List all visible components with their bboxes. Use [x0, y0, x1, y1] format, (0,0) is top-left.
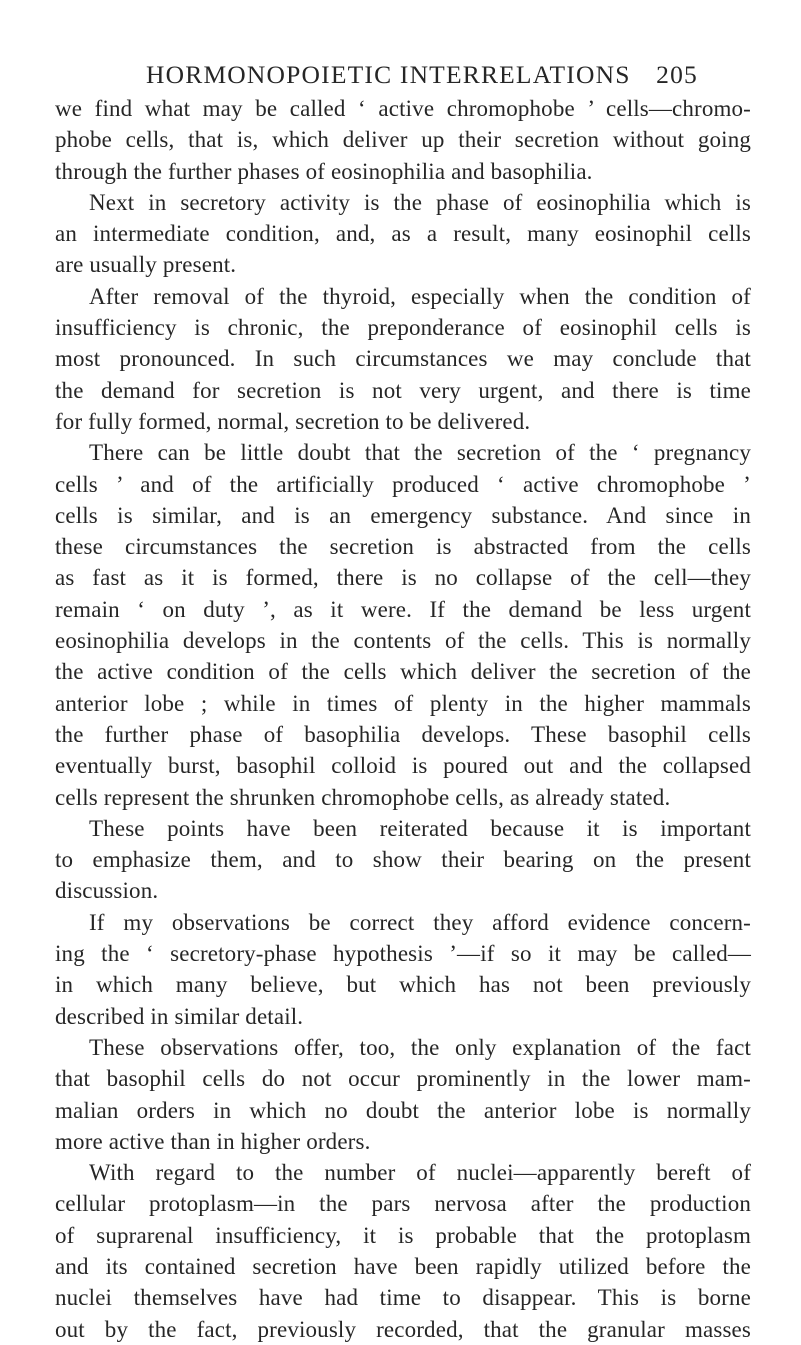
text-line: remain ‘ on duty ’, as it were. If the demand be less urgent [55, 596, 751, 622]
text-line: If my observations be correct they afford evidence concern- [89, 909, 751, 935]
running-header [146, 58, 698, 92]
text-line: cells is similar, and is an emergency substance. And since in [55, 502, 751, 528]
text-line: eventually burst, basophil colloid is poured out and the collapsed [55, 753, 751, 779]
text-line: ing the ‘ secretory-phase hypothesis ’—if so it may be called— [55, 941, 751, 967]
text-line: eosinophilia develops in the contents of the cells. This is normally [55, 628, 751, 654]
text-line: are usually present. [55, 252, 237, 278]
text-line: the further phase of basophilia develops. These basophil cells [55, 721, 751, 747]
text-line: described in similar detail. [55, 1003, 304, 1029]
text-line: to emphasize them, and to show their bearing on the present [55, 847, 751, 873]
text-line: that basophil cells do not occur prominently in the lower mam- [55, 1066, 751, 1092]
text-line: These observations offer, too, the only explanation of the fact [89, 1034, 751, 1060]
text-line: through the further phases of eosinophilia and basophilia. [55, 158, 593, 184]
running-title: HORMONOPOIETIC INTERRELATIONS [146, 60, 631, 89]
text-line: these circumstances the secretion is abstracted from the cells [55, 534, 751, 560]
text-line: as fast as it is formed, there is no collapse of the cell—they [55, 565, 751, 591]
page-number: 205 [656, 60, 698, 89]
text-line: malian orders in which no doubt the anterior lobe is normally [55, 1097, 751, 1123]
text-line: There can be little doubt that the secretion of the ‘ pregnancy [89, 440, 751, 466]
text-line: in which many believe, but which has not been previously [55, 972, 751, 998]
text-line: we find what may be called ‘ active chromophobe ’ cells—chromo- [55, 96, 751, 121]
text-line: insufficiency is chronic, the preponderance of eosinophil cells is [55, 315, 751, 341]
body-text [55, 93, 751, 1345]
text-line: After removal of the thyroid, especially when the condition of [89, 283, 751, 309]
text-line: the active condition of the cells which deliver the secretion of the [55, 659, 751, 685]
text-line: an intermediate condition, and, as a result, many eosinophil cells [55, 221, 751, 247]
text-line: phobe cells, that is, which deliver up their secretion without going [55, 127, 751, 153]
text-line: With regard to the number of nuclei—apparently bereft of [89, 1160, 751, 1186]
text-line: the demand for secretion is not very urgent, and there is time [55, 377, 751, 403]
text-line: cellular protoplasm—in the pars nervosa after the production [55, 1191, 751, 1217]
text-line: cells represent the shrunken chromophobe cells, as already stated. [55, 784, 671, 810]
text-line: for fully formed, normal, secretion to be delivered. [55, 408, 531, 434]
text-line: discussion. [55, 878, 159, 904]
text-line: more active than in higher orders. [55, 1128, 371, 1154]
text-line: nuclei themselves have had time to disappear. This is borne [55, 1285, 751, 1311]
text-line: of suprarenal insufficiency, it is probable that the protoplasm [55, 1222, 751, 1248]
text-line: out by the fact, previously recorded, that the granular masses [55, 1316, 751, 1342]
text-line: anterior lobe ; while in times of plenty in the higher mammals [55, 690, 751, 716]
text-line: and its contained secretion have been rapidly utilized before the [55, 1253, 751, 1279]
text-line: Next in secretory activity is the phase of eosinophilia which is [89, 189, 751, 215]
text-line: These points have been reiterated because it is important [89, 815, 751, 841]
text-line: cells ’ and of the artificially produced ‘ active chromophobe ’ [55, 471, 751, 497]
text-line: most pronounced. In such circumstances we may conclude that [55, 346, 751, 372]
